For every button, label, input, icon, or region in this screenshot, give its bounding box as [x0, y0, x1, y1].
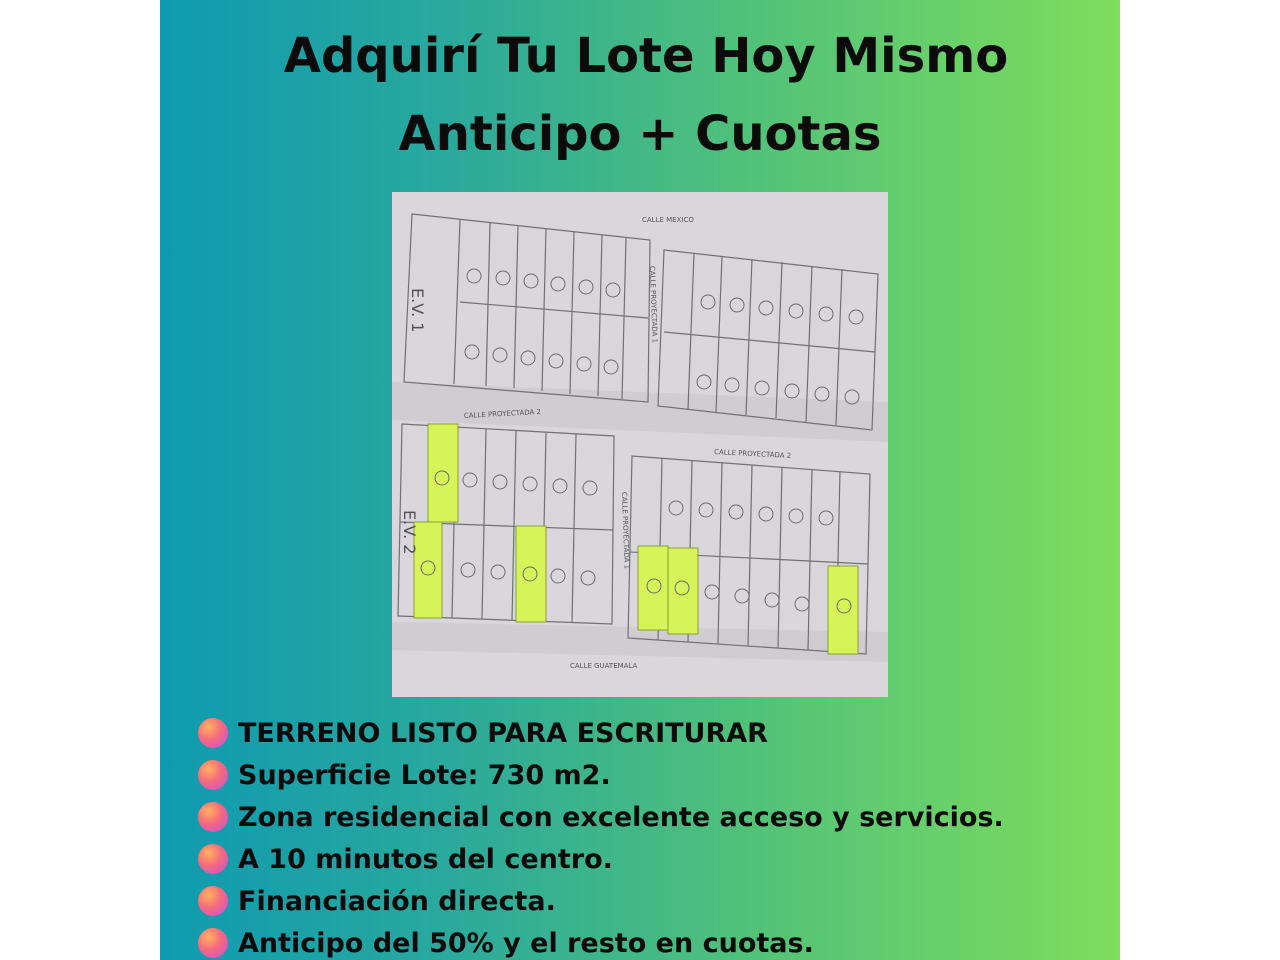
- headline-title: Adquirí Tu Lote Hoy Mismo: [283, 28, 1009, 84]
- lot-plan-drawing: [392, 192, 888, 697]
- feature-text: Anticipo del 50% y el resto en cuotas.: [238, 927, 814, 959]
- highlighted-lot: [428, 424, 458, 522]
- feature-item: [198, 838, 1098, 880]
- gradient-circle-icon: [198, 886, 228, 916]
- feature-item: [198, 796, 1098, 838]
- feature-text: Financiación directa.: [238, 885, 556, 917]
- feature-item: [198, 880, 1098, 922]
- label-calle-proyectada-1b: CALLE PROYECTADA 1: [620, 491, 631, 570]
- gradient-circle-icon: [198, 844, 228, 874]
- headline-subtitle: Anticipo + Cuotas: [398, 106, 882, 162]
- highlighted-lot: [638, 546, 668, 630]
- gradient-circle-icon: [198, 718, 228, 748]
- lot-plan-image: [392, 192, 888, 697]
- feature-item: [198, 754, 1098, 796]
- label-ev1: E.V. 1: [408, 288, 427, 333]
- feature-list: [198, 712, 1098, 960]
- highlighted-lot: [828, 566, 858, 654]
- promo-poster: [160, 0, 1120, 960]
- label-ev2: E.V. 2: [400, 510, 419, 555]
- feature-text: Zona residencial con excelente acceso y servicios.: [238, 801, 1004, 833]
- gradient-circle-icon: [198, 802, 228, 832]
- feature-text: TERRENO LISTO PARA ESCRITURAR: [238, 717, 768, 749]
- label-calle-proyectada-2b: CALLE PROYECTADA 2: [713, 448, 792, 461]
- label-calle-proyectada-1: CALLE PROYECTADA 1: [648, 265, 659, 344]
- feature-item: [198, 922, 1098, 960]
- feature-text: Superficie Lote: 730 m2.: [238, 759, 611, 791]
- gradient-circle-icon: [198, 928, 228, 958]
- label-calle-proyectada-2a: CALLE PROYECTADA 2: [463, 407, 542, 420]
- highlighted-lot: [668, 548, 698, 634]
- feature-text: A 10 minutos del centro.: [238, 843, 613, 875]
- label-calle-mexico: CALLE MEXICO: [642, 216, 694, 224]
- gradient-circle-icon: [198, 760, 228, 790]
- label-calle-guatemala: CALLE GUATEMALA: [570, 662, 638, 670]
- feature-item: [198, 712, 1098, 754]
- highlighted-lot: [516, 526, 546, 622]
